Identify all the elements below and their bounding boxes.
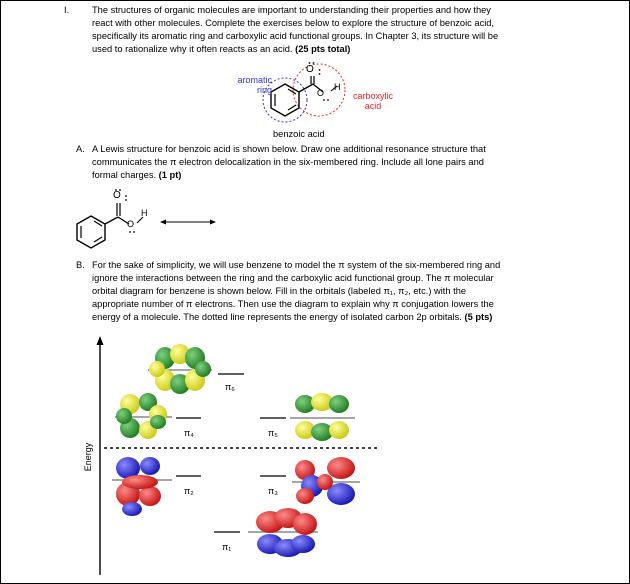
part-a-points: (1 pt) — [158, 170, 182, 180]
label-pi5: π₅ — [268, 428, 278, 438]
part-b-letter: B. — [76, 260, 85, 270]
part-a-line-1: A Lewis structure for benzoic acid is shown below. Draw one additional resonance structure that — [92, 144, 486, 154]
part-b-line-1: For the sake of simplicity, we will use benzene to model the π system of the six-membered ring and — [92, 260, 501, 270]
orbital-pi6 — [148, 344, 212, 394]
orbital-pi4 — [115, 393, 172, 439]
lewis-atom-h: H — [141, 208, 148, 218]
question-line-2: react with other molecules. Complete the exercises below to explore the structure of benzoic acid, — [92, 18, 495, 28]
energy-axis-label: Energy — [83, 442, 93, 472]
question-points: (25 pts total) — [295, 44, 351, 54]
orbital-pi5 — [290, 393, 355, 441]
part-a-line-2: communicates the π electron delocalization in the six-membered ring. Include all lone pairs and — [92, 157, 484, 167]
orbital-pi3 — [292, 457, 360, 505]
label-pi6: π₆ — [225, 382, 235, 392]
label-pi4: π₄ — [184, 428, 194, 438]
question-line-1: The structures of organic molecules are important to understanding their properties and how they — [92, 5, 491, 15]
part-b-line-5: energy of a molecule. The dotted line represents the energy of isolated carbon 2p orbitals. (5 pts) — [92, 312, 493, 322]
atom-o-hydroxyl: O — [317, 88, 325, 98]
part-b-line-3: orbital diagram for benzene is shown below. Fill in the orbitals (labeled π₁, π₂, etc.) with the — [92, 286, 467, 296]
lewis-atom-o-hydroxyl: O — [127, 219, 135, 229]
atom-o-carbonyl: O — [306, 64, 314, 75]
label-pi1: π₁ — [222, 542, 232, 552]
figure-caption: benzoic acid — [273, 129, 325, 139]
part-b-line-4: appropriate number of π electrons. Then use the diagram to explain why π conjugation lowers the — [92, 299, 494, 309]
part-a-letter: A. — [76, 144, 85, 154]
part-b-line-2: ignore the interactions between the ring and the carboxylic acid functional group. The π molecular — [92, 273, 494, 283]
label-pi3: π₃ — [268, 486, 278, 496]
question-line-3: specifically its aromatic ring and carboxylic acid functional groups. In Chapter 3, its structure will be — [92, 31, 499, 41]
part-b-points: (5 pts) — [464, 312, 493, 322]
carboxylic-acid-label: carboxylic acid — [352, 91, 393, 111]
part-a-line-3: formal charges. (1 pt) — [92, 170, 182, 180]
question-number: I. — [64, 5, 70, 15]
lewis-atom-o-carbonyl: O — [113, 190, 121, 201]
aromatic-ring-label: aromatic ring — [237, 75, 272, 95]
question-line-4: used to rationalize why it often reacts as an acid. (25 pts total) — [92, 44, 351, 54]
label-pi2: π₂ — [184, 486, 194, 496]
orbital-pi1 — [248, 508, 318, 557]
atom-h: H — [334, 82, 341, 92]
orbital-pi2 — [112, 457, 172, 516]
